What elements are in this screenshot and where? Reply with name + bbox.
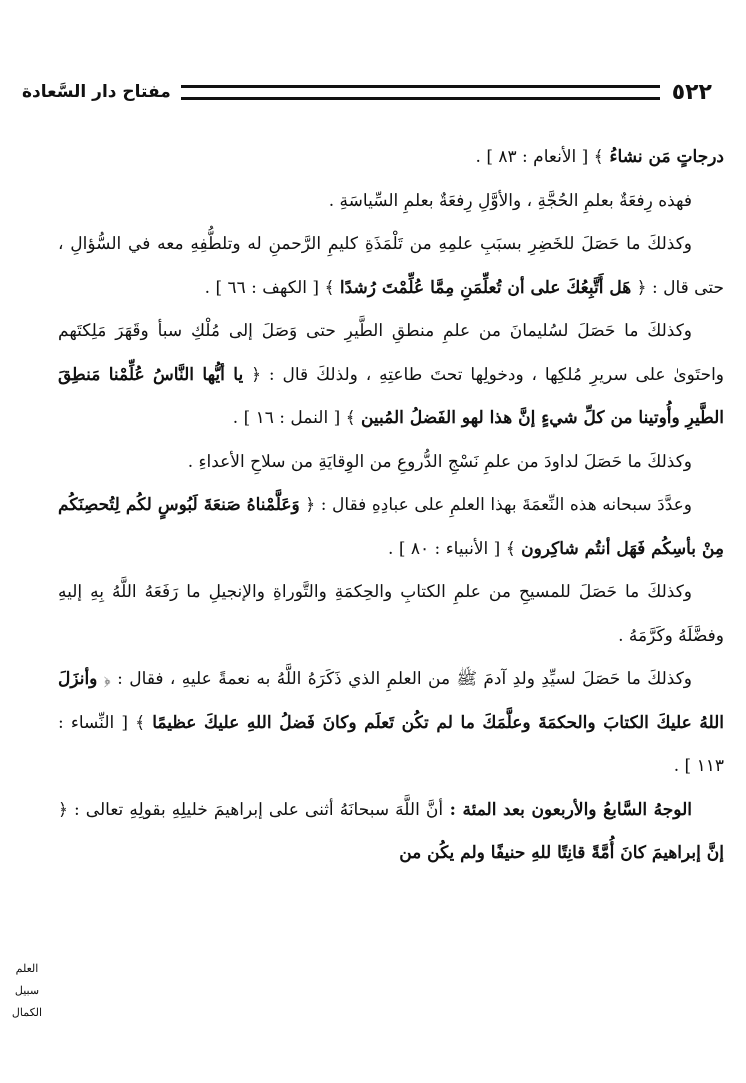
paragraph <box>58 441 724 485</box>
text-run: وكذلكَ ما حَصَلَ لداودَ من علمِ نَسْجِ الدُّروعِ من الوِقايَةِ من سلاحِ الأعداءِ . <box>187 451 692 472</box>
book-title: مفتاح دار السَّعادة <box>22 82 171 102</box>
text-run: فهذه رِفعَةٌ بعلمِ الحُجَّةِ ، والأوَّلِ رِفعَةٌ بعلمِ السِّياسَةِ . <box>328 190 692 211</box>
body-text <box>58 136 724 876</box>
text-run: ﴾ [ النِّساء : ١١٣ ] . <box>58 712 724 776</box>
margin-note-line: العلم <box>15 962 39 975</box>
text-run: وعدَّدَ سبحانه هذه النِّعمَةَ بهذا العلمِ على عبادِهِ فقال : ﴿ <box>299 495 692 515</box>
paragraph <box>58 310 724 441</box>
quran-quote: وَعَلَّمْناهُ صَنعَةَ لَبُوسٍ لكُم لِتُحصِنَكُم مِنْ بأسِكُم فَهَل أنتُم شاكِرون <box>58 495 724 559</box>
quran-quote: درجاتٍ مَن نشاءُ <box>603 147 724 167</box>
margin-note <box>4 958 50 1024</box>
paragraph <box>58 484 724 571</box>
text-run: وكذلكَ ما حَصَلَ لسُليمانَ من علمِ منطقِ الطَّيرِ حتى وَصَلَ إلى مُلْكِ سبأ وقَهَرَ مَلِكتَهم واحتَوىٰ على سريرِ مُلكِها ، ودخولِها تحتَ طاعتِهِ ، ولذلكَ قال : ﴿ <box>58 321 725 385</box>
paragraph <box>58 658 724 789</box>
paragraph <box>58 223 724 310</box>
section-heading: الوجهُ السَّابعُ والأربعون بعد المئة : <box>443 799 692 820</box>
quran-quote: وأنزَلَ اللهُ عليكَ الكتابَ والحكمَةَ وعلَّمَكَ ما لم تكُن تَعلَم وكانَ فَضلُ اللهِ عليكَ عظيمًا <box>58 669 725 733</box>
quran-quote: إنَّ إبراهيمَ كانَ أُمَّةً قانِتًا للهِ حنيفًا ولم يكُن من <box>399 843 724 863</box>
paragraph <box>58 571 724 658</box>
text-run: ﴾ [ النمل : ١٦ ] . <box>232 408 361 428</box>
paragraph <box>58 789 724 876</box>
text-run: ﴾ [ الأنبياء : ٨٠ ] . <box>388 538 522 559</box>
quran-quote: هَل أَتَّبِعُكَ على أن تُعلِّمَنِ مِمَّا عُلِّمْتَ رُشدًا <box>339 277 632 298</box>
page-header <box>22 78 712 106</box>
text-run: وكذلكَ ما حَصَلَ للخَضِرِ بسبَبِ علمِهِ من تَلْمَذَةِ كليمِ الرَّحمنِ له وتلطُّفِهِ معه في السُّؤالِ ، حتى قال : ﴿ <box>58 234 724 298</box>
text-run: أنَّ اللَّهَ سبحانَهُ أثنى على إبراهيمَ خليلِهِ بقولِهِ تعالى : ﴿ <box>58 799 444 820</box>
margin-note-line: سبيل <box>14 984 40 997</box>
header-double-rule <box>181 85 660 100</box>
paragraph <box>58 180 724 224</box>
margin-note-line: الكمال <box>11 1006 43 1019</box>
quran-quote: يا أيُّها النَّاسُ عُلِّمْنا مَنطِقَ الطَّيرِ وأُوتينا من كلِّ شيءٍ إنَّ هذا لهو الفَضلُ المُبين <box>58 364 724 428</box>
page-number: ٥٢٢ <box>671 79 712 105</box>
text-run: ﴾ [ الأنعام : ٨٣ ] . <box>475 147 604 167</box>
text-run: ﴾ [ الكهف : ٦٦ ] . <box>204 277 340 298</box>
text-run: وكذلكَ ما حَصَلَ للمسيحِ من علمِ الكتابِ والحِكمَةِ والتَّوراةِ والإنجيلِ ما رَفَعَهُ اللَّهُ بِهِ إليهِ وفضَّلَهُ وكَرَّمَهُ . <box>58 582 724 646</box>
paragraph <box>58 136 724 180</box>
text-run: وكذلكَ ما حَصَلَ لسيِّدِ ولدِ آدمَ ﷺ من العلمِ الذي ذَكَرَهُ اللَّهُ به نعمةً عليهِ ، فقال : ﴿ <box>97 669 692 689</box>
